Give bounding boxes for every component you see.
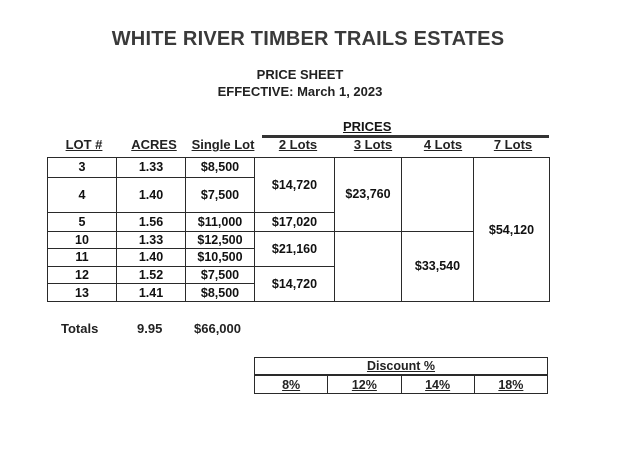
lot-price: $12,500 [186, 231, 255, 249]
price-sheet-subtitle: PRICE SHEET [256, 67, 344, 82]
header-3-lots: 3 Lots [353, 137, 393, 152]
header-4-lots: 4 Lots [423, 137, 463, 152]
lot-price: $11,000 [186, 212, 255, 231]
lot-number: 13 [48, 284, 117, 302]
discount-2-lots: 8% [255, 375, 328, 394]
lot-acres: 1.40 [117, 177, 186, 212]
two-lots-price: $17,020 [255, 212, 335, 231]
lot-price: $8,500 [186, 158, 255, 178]
totals-label: Totals [61, 321, 99, 336]
lot-number: 3 [48, 158, 117, 178]
lot-acres: 1.40 [117, 249, 186, 267]
discount-table [254, 357, 548, 394]
seven-lots-price: $54,120 [474, 158, 550, 302]
discount-7-lots: 18% [474, 375, 547, 394]
header-acres: ACRES [131, 137, 177, 152]
price-table [47, 157, 550, 302]
lot-price: $7,500 [186, 266, 255, 284]
four-lots-empty [402, 158, 474, 232]
two-lots-price: $14,720 [255, 266, 335, 301]
effective-date: EFFECTIVE: March 1, 2023 [217, 84, 383, 99]
two-lots-price: $14,720 [255, 158, 335, 213]
discount-3-lots: 12% [328, 375, 401, 394]
three-lots-empty [335, 231, 402, 301]
header-single-lot: Single Lot [191, 137, 255, 152]
lot-acres: 1.52 [117, 266, 186, 284]
header-7-lots: 7 Lots [493, 137, 533, 152]
lot-number: 11 [48, 249, 117, 267]
three-lots-price: $23,760 [335, 158, 402, 232]
lot-acres: 1.41 [117, 284, 186, 302]
lot-number: 4 [48, 177, 117, 212]
four-lots-price: $33,540 [402, 231, 474, 301]
header-2-lots: 2 Lots [278, 137, 318, 152]
header-lot: LOT # [65, 137, 103, 152]
totals-acres: 9.95 [137, 321, 163, 336]
lot-price: $10,500 [186, 249, 255, 267]
discount-4-lots: 14% [401, 375, 474, 394]
table-row [48, 158, 550, 178]
prices-heading: PRICES [343, 119, 392, 134]
lot-price: $8,500 [186, 284, 255, 302]
document-title: WHITE RIVER TIMBER TRAILS ESTATES [111, 28, 505, 50]
totals-price: $66,000 [194, 321, 241, 336]
lot-number: 5 [48, 212, 117, 231]
lot-acres: 1.33 [117, 231, 186, 249]
lot-price: $7,500 [186, 177, 255, 212]
lot-acres: 1.33 [117, 158, 186, 178]
discount-heading: Discount % [255, 358, 548, 376]
lot-number: 10 [48, 231, 117, 249]
lot-acres: 1.56 [117, 212, 186, 231]
lot-number: 12 [48, 266, 117, 284]
two-lots-price: $21,160 [255, 231, 335, 266]
